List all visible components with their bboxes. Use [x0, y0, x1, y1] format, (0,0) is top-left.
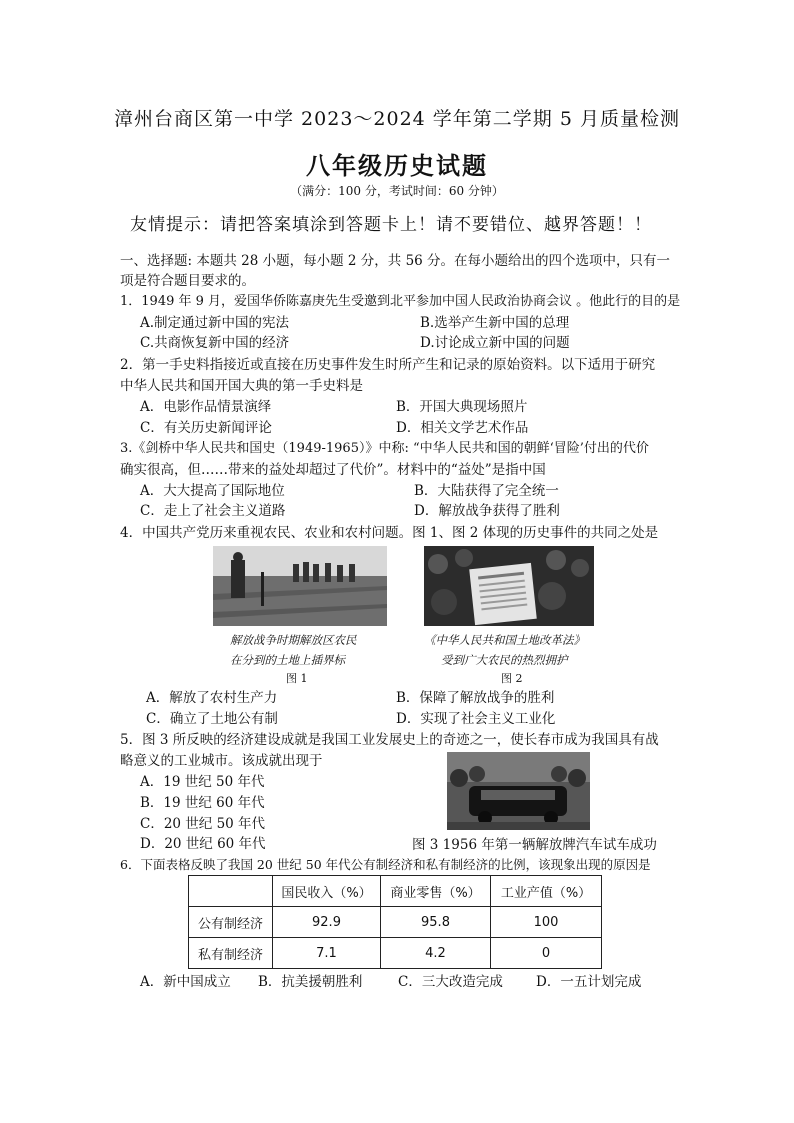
q3-stem-line2: 确实很高，但……带来的益处却超过了代价”。材料中的“益处”是指中国 [120, 462, 546, 478]
q6-option-c[interactable]: C．三大改造完成 [398, 974, 503, 990]
table-header-row [189, 876, 602, 907]
exam-school-header: 漳州台商区第一中学 2023～2024 学年第二学期 5 月质量检测 [114, 108, 680, 130]
figure-2-caption-line2: 受到广大农民的热烈拥护 [441, 653, 568, 667]
q2-stem-line2: 中华人民共和国开国大典的第一手史料是 [120, 378, 363, 394]
figure-3-photo [447, 752, 590, 830]
exam-subtitle: （满分：100 分，考试时间：60 分钟） [290, 184, 504, 198]
figure-2-photo [424, 546, 594, 626]
table-header-cell: 商业零售（%） [381, 876, 491, 907]
economy-ratio-table [188, 875, 602, 969]
section-instruction-1: 一、选择题: 本题共 28 小题，每小题 2 分，共 56 分。在每小题给出的四个选项中，只有一 [120, 253, 671, 269]
q1-stem: 1．1949 年 9 月，爱国华侨陈嘉庚先生受邀到北平参加中国人民政治协商会议 。他此行的目的是 [120, 294, 681, 309]
figure-2-caption-line1: 《中华人民共和国土地改革法》 [424, 633, 585, 647]
table-cell: 公有制经济 [189, 907, 273, 938]
table-cell: 7.1 [273, 938, 381, 969]
q4-option-b[interactable]: B．保障了解放战争的胜利 [396, 690, 555, 706]
table-cell: 100 [491, 907, 602, 938]
q5-option-a[interactable]: A．19 世纪 50 年代 [140, 774, 265, 790]
q5-option-b[interactable]: B．19 世纪 60 年代 [140, 795, 265, 811]
table-row [189, 938, 602, 969]
figure-1-caption-line2: 在分到的土地上插界标 [230, 653, 345, 667]
table-cell: 95.8 [381, 907, 491, 938]
q6-option-d[interactable]: D．一五计划完成 [536, 974, 642, 990]
q1-option-c[interactable]: C.共商恢复新中国的经济 [140, 335, 290, 351]
exam-tip: 友情提示：请把答案填涂到答题卡上！请不要错位、越界答题！！ [130, 215, 652, 235]
q4-stem: 4．中国共产党历来重视农民、农业和农村问题。图 1、图 2 体现的历史事件的共同之处是 [120, 525, 659, 541]
figure-1-caption-line1: 解放战争时期解放区农民 [230, 633, 357, 647]
q3-option-b[interactable]: B．大陆获得了完全统一 [414, 483, 559, 499]
q5-stem-line1: 5．图 3 所反映的经济建设成就是我国工业发展史上的奇迹之一，使长春市成为我国具有战 [120, 732, 659, 748]
q5-stem-line2: 略意义的工业城市。该成就出现于 [120, 753, 323, 769]
table-cell: 0 [491, 938, 602, 969]
q2-stem-line1: 2．第一手史料指接近或直接在历史事件发生时所产生和记录的原始资料。以下适用于研究 [120, 357, 656, 373]
q5-option-c[interactable]: C．20 世纪 50 年代 [140, 816, 266, 832]
figure-2-label: 图 2 [501, 672, 523, 685]
table-header-cell [189, 876, 273, 907]
exam-title: 八年级历史试题 [306, 151, 488, 180]
q1-option-b[interactable]: B.选举产生新中国的总理 [420, 315, 570, 331]
table-cell: 私有制经济 [189, 938, 273, 969]
figure-1-photo [213, 546, 387, 626]
q2-option-a[interactable]: A．电影作品情景演绎 [140, 399, 272, 415]
table-header-cell: 国民收入（%） [273, 876, 381, 907]
q6-stem: 6．下面表格反映了我国 20 世纪 50 年代公有制经济和私有制经济的比例，该现象出现的原因是 [120, 857, 651, 872]
q1-option-a[interactable]: A.制定通过新中国的宪法 [140, 315, 290, 331]
figure-1-label: 图 1 [286, 672, 308, 685]
table-cell: 4.2 [381, 938, 491, 969]
table-row [189, 907, 602, 938]
q3-option-c[interactable]: C．走上了社会主义道路 [140, 503, 286, 519]
q2-option-b[interactable]: B．开国大典现场照片 [396, 399, 528, 415]
q4-option-a[interactable]: A．解放了农村生产力 [146, 690, 278, 706]
section-instruction-2: 项是符合题目要求的。 [120, 273, 255, 289]
q4-option-d[interactable]: D．实现了社会主义工业化 [396, 711, 556, 727]
q3-stem-line1: 3.《剑桥中华人民共和国史（1949-1965）》中称: “中华人民共和国的朝鲜‘冒险’付出的代价 [120, 441, 649, 456]
q3-option-d[interactable]: D．解放战争获得了胜利 [414, 503, 560, 519]
q6-option-b[interactable]: B．抗美援朝胜利 [258, 974, 363, 990]
figure-3-caption: 图 3 1956 年第一辆解放牌汽车试车成功 [412, 837, 657, 853]
q6-option-a[interactable]: A．新中国成立 [140, 974, 231, 990]
table-cell: 92.9 [273, 907, 381, 938]
table-header-cell: 工业产值（%） [491, 876, 602, 907]
q3-option-a[interactable]: A．大大提高了国际地位 [140, 483, 285, 499]
q2-option-c[interactable]: C．有关历史新闻评论 [140, 420, 272, 436]
q4-option-c[interactable]: C．确立了土地公有制 [146, 711, 278, 727]
q2-option-d[interactable]: D．相关文学艺术作品 [396, 420, 529, 436]
q5-option-d[interactable]: D．20 世纪 60 年代 [140, 836, 266, 852]
q1-option-d[interactable]: D.讨论成立新中国的问题 [420, 335, 570, 351]
